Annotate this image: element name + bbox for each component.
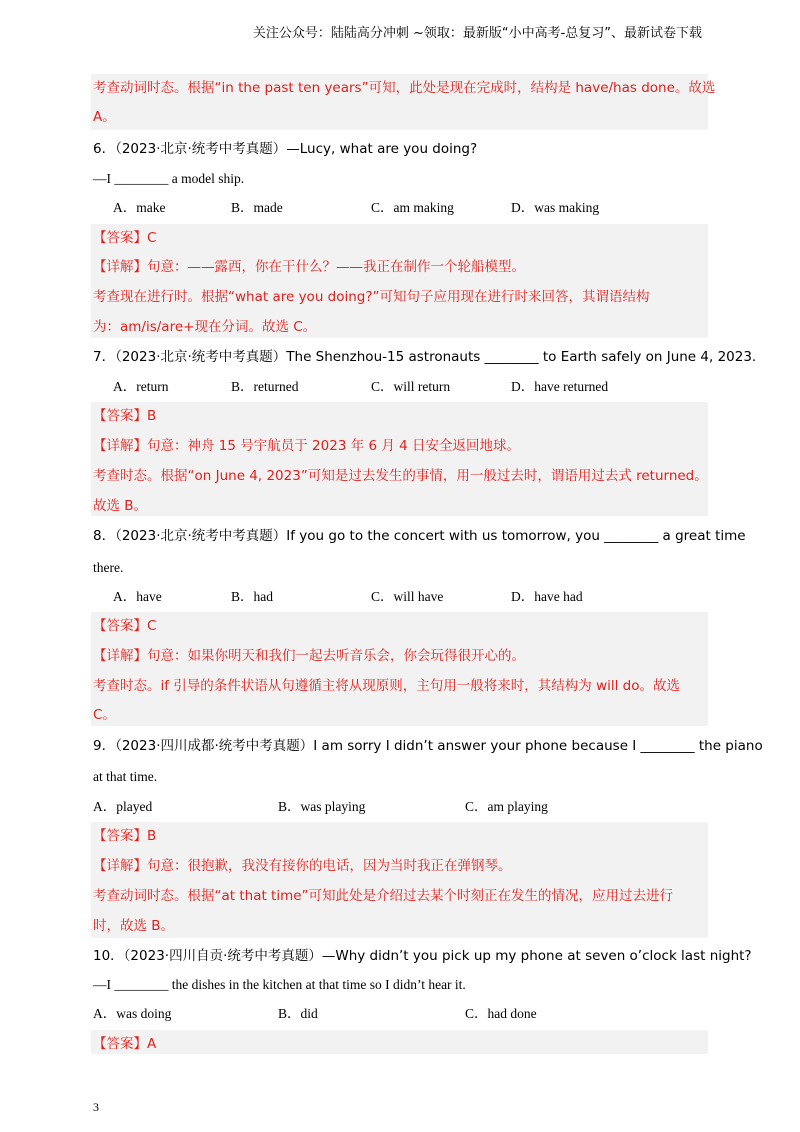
- explanation-shade: [91, 612, 708, 726]
- question-stem: 7．（2023·北京·统考中考真题）The Shenzhou-15 astronauts ________ to Earth safely on June 4, 2023.: [93, 349, 757, 365]
- question-line: there.: [93, 560, 124, 575]
- option-d: D．was making: [511, 200, 600, 215]
- option-b: B．was playing: [278, 799, 366, 814]
- explanation-text: 为：am/is/are+现在分词。故选 C。: [93, 319, 317, 335]
- answer-text: 【答案】B: [93, 408, 157, 424]
- explanation-text: A。: [93, 109, 116, 125]
- explanation-text: 【详解】句意：神舟 15 号宇航员于 2023 年 6 月 4 日安全返回地球。: [93, 438, 521, 454]
- option-b: B．had: [231, 589, 273, 604]
- explanation-text: C。: [93, 707, 116, 723]
- explanation-text: 考查动词时态。根据“in the past ten years”可知，此处是现在完成时，结构是 have/has done。故选: [93, 80, 716, 96]
- explanation-shade: [91, 822, 708, 938]
- option-b: B．made: [231, 200, 283, 215]
- option-a: A．played: [93, 799, 153, 814]
- explanation-text: 时，故选 B。: [93, 918, 175, 934]
- explanation-text: 考查动词时态。根据“at that time”可知此处是介绍过去某个时刻正在发生的情况，应用过去进行: [93, 888, 674, 904]
- option-d: D．have returned: [511, 379, 609, 394]
- question-line: at that time.: [93, 769, 158, 784]
- option-a: A．was doing: [93, 1006, 172, 1021]
- explanation-text: 【详解】句意：很抱歉，我没有接你的电话，因为当时我正在弹钢琴。: [93, 858, 512, 874]
- answer-text: 【答案】B: [93, 828, 157, 844]
- explanation-text: 【详解】句意：——露西，你在干什么？——我正在制作一个轮船模型。: [93, 259, 525, 275]
- option-b: B．did: [278, 1006, 318, 1021]
- page-header: 关注公众号：陆陆高分冲刺 ~领取：最新版“小中高考-总复习”、最新试卷下载: [252, 26, 702, 41]
- page-number: 3: [93, 1100, 99, 1114]
- option-a: A．make: [113, 200, 166, 215]
- explanation-text: 考查时态。if 引导的条件状语从句遵循主将从现原则，主句用一般将来时，其结构为 will do。故选: [93, 678, 680, 694]
- question-stem: 6．（2023·北京·统考中考真题）—Lucy, what are you doing?: [93, 141, 478, 157]
- option-d: D．have had: [511, 589, 583, 604]
- option-a: A．have: [113, 589, 162, 604]
- question-line: —I ________ the dishes in the kitchen at that time so I didn’t hear it.: [93, 977, 466, 992]
- option-c: C．will have: [371, 589, 444, 604]
- explanation-shade: [91, 1030, 708, 1054]
- question-stem: 8．（2023·北京·统考中考真题）If you go to the concert with us tomorrow, you ________ a great time: [93, 528, 746, 544]
- explanation-text: 【详解】句意：如果你明天和我们一起去听音乐会，你会玩得很开心的。: [93, 648, 525, 664]
- explanation-text: 考查现在进行时。根据“what are you doing?”可知句子应用现在进行时来回答，其谓语结构: [93, 289, 650, 305]
- answer-text: 【答案】C: [93, 230, 157, 246]
- option-a: A．return: [113, 379, 169, 394]
- question-line: —I ________ a model ship.: [93, 171, 245, 186]
- question-stem: 9．（2023·四川成都·统考中考真题）I am sorry I didn’t answer your phone because I ________ the piano: [93, 738, 763, 754]
- question-stem: 10．（2023·四川自贡·统考中考真题）—Why didn’t you pick up my phone at seven o’clock last night?: [93, 948, 752, 964]
- option-c: C．had done: [465, 1006, 537, 1021]
- explanation-text: 考查时态。根据“on June 4, 2023”可知是过去发生的事情，用一般过去时，谓语用过去式 returned。: [93, 468, 708, 484]
- answer-text: 【答案】A: [93, 1036, 157, 1052]
- option-c: C．am making: [371, 200, 454, 215]
- option-c: C．am playing: [465, 799, 548, 814]
- option-b: B．returned: [231, 379, 299, 394]
- explanation-shade: [91, 402, 708, 516]
- explanation-text: 故选 B。: [93, 498, 148, 514]
- answer-text: 【答案】C: [93, 618, 157, 634]
- option-c: C．will return: [371, 379, 451, 394]
